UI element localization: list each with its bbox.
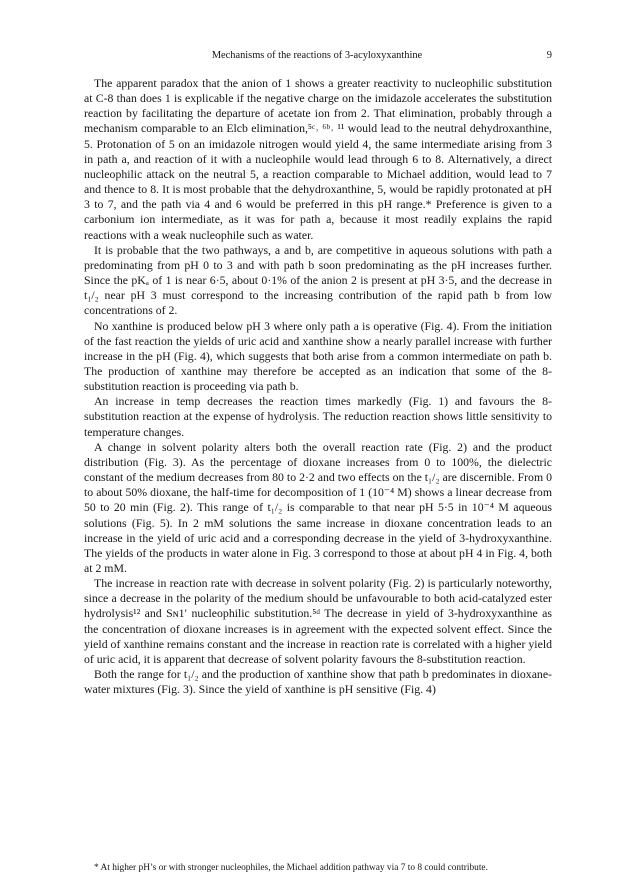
footnote: * At higher pH’s or with stronger nucleophiles, the Michael addition pathway via 7 to 8 could contribute. (94, 863, 488, 873)
page-number: 9 (546, 50, 552, 61)
paragraph-xanthine-production: No xanthine is produced below pH 3 where only path a is operative (Fig. 4). From the initiation of the fast reaction the yields of uric acid and xanthine show a nearly parallel increase with further increase in the pH (Fig. 4), which suggests that both arise from a common intermediate on path b. The production of xanthine may therefore be accepted as an indication that some of the 8-substitution reaction is proceeding via path b. (84, 318, 552, 394)
running-title: Mechanisms of the reactions of 3-acyloxyxanthine (211, 50, 423, 61)
paragraph-mechanism: The apparent paradox that the anion of 1 shows a greater reactivity to nucleophilic substitution at C-8 than does 1 is explicable if the negative charge on the imidazole accelerates the substitution reaction by facilitating the departure of acetate ion from 2. That elimination, probably through a mechanism comparable to an Elcb elimination,⁵ᶜ˒ ⁶ᵇ˒ ¹¹ would lead to the neutral dehydroxanthine, 5. Protonation of 5 on an imidazole nitrogen would yield 4, the same intermediate arising from 3 in path a, and reaction of it with a nucleophile would lead through 6 to 8. Alternatively, a direct nucleophilic attack on the neutral 5, a reaction comparable to Michael addition, would lead to 7 and thence to 8. It is most probable that the dehydroxanthine, 5, would be rapidly protonated at pH 3 to 7, and the path via 4 and 6 would be preferred in this pH range.* Preference is given to a carbonium ion intermediate, as it was for path a, because it most readily explains the rapid reactions with a weak nucleophile such as water. (84, 76, 552, 242)
paragraph-solvent-polarity: A change in solvent polarity alters both the overall reaction rate (Fig. 2) and the product distribution (Fig. 3). As the percentage of dioxane increases from 0 to 100%, the dielectric constant of the medium decreases from 80 to 2·2 and two effects on the t₁/₂ are discernible. From 0 to about 50% dioxane, the half-time for decomposition of 1 (10⁻⁴ M) shows a linear decrease from 50 to 20 min (Fig. 2). This range of t₁/₂ is comparable to that near pH 5·5 in 10⁻⁴ M aqueous solutions (Fig. 5). In 2 mM solutions the same increase in dioxane concentration leads to an increase in the yield of uric acid and a corresponding decrease in the yield of 3-hydroxyxanthine. The yields of the products in water alone in Fig. 3 correspond to those at about pH 4 in Fig. 4, both at 2 mM. (84, 439, 552, 575)
paragraph-temperature: An increase in temp decreases the reaction times markedly (Fig. 1) and favours the 8-substitution reaction at the expense of hydrolysis. The reduction reaction shows little sensitivity to temperature changes. (84, 394, 552, 439)
paragraph-reaction-rate: The increase in reaction rate with decrease in solvent polarity (Fig. 2) is particularly noteworthy, since a decrease in the polarity of the medium should be unfavourable to both acid-catalyzed ester hydrolysis¹² and Sɴ1′ nucleophilic substitution.⁵ᵈ The decrease in yield of 3-hydroxyxanthine as the concentration of dioxane increases is in agreement with the expected solvent effect. Since the yield of xanthine remains constant and the increase in reaction rate is correlated with a higher yield of uric acid, it is apparent that decrease of solvent polarity favours the 8-substitution reaction. (84, 576, 552, 666)
paragraph-pathways: It is probable that the two pathways, a and b, are competitive in aqueous solutions with path a predominating from pH 0 to 3 and with path b soon predominating as the pH increases further. Since the pKₐ of 1 is near 6·5, about 0·1% of the anion 2 is present at pH 3·5, and the decrease in t₁/₂ near pH 3 must correspond to the increasing contribution of the rapid path b from low concentrations of 2. (84, 242, 552, 318)
page-header (82, 50, 552, 66)
paragraph-dioxane-water: Both the range for t₁/₂ and the production of xanthine show that path b predominates in dioxane-water mixtures (Fig. 3). Since the yield of xanthine is pH sensitive (Fig. 4) (84, 667, 552, 697)
body-text (84, 76, 552, 697)
